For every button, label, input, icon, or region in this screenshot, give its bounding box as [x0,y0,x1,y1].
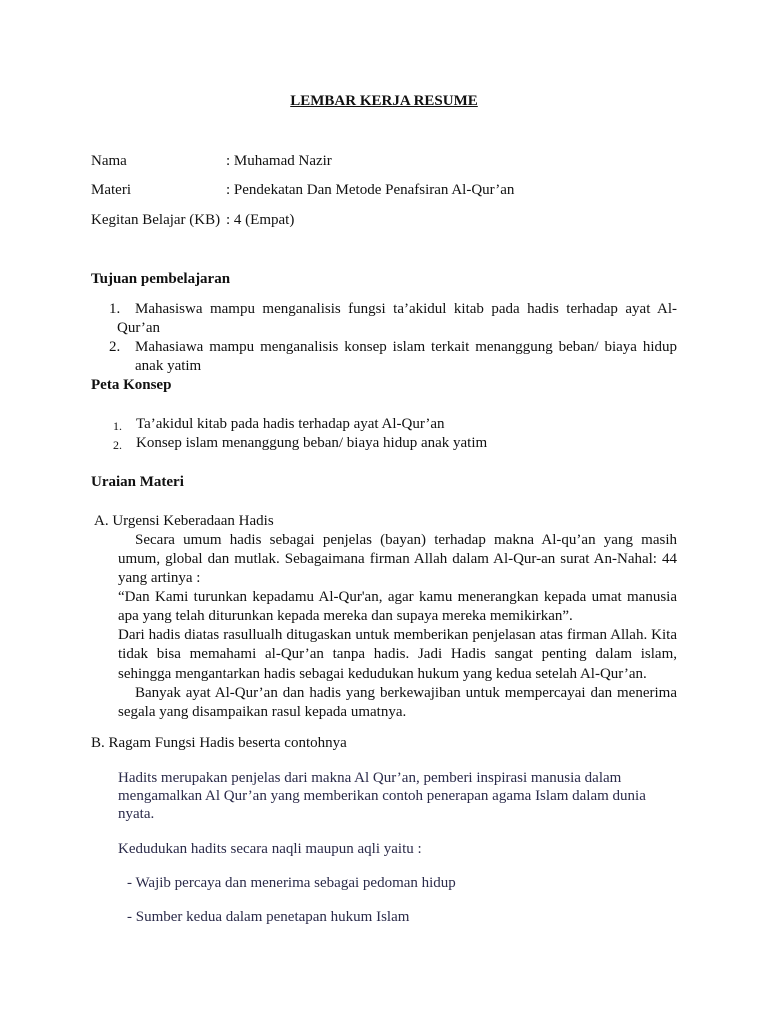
section-a-line-2: umum, global dan mutlak. Sebagaimana firman Allah dalam Al-Qur-an surat An-Nahal: 44 [118,551,677,567]
info-value-kb: : 4 (Empat) [226,212,295,228]
info-label-kb: Kegitan Belajar (KB) [91,212,221,228]
section-a-line-3: yang artinya : [118,570,201,586]
tujuan-item-2-line2: anak yatim [135,358,202,374]
section-b-para-line-1: Hadits merupakan penjelas dari makna Al Qur’an, pemberi inspirasi manusia dalam [118,770,622,786]
section-b-para-line-3: nyata. [118,806,155,822]
section-b-heading: B. Ragam Fungsi Hadis beserta contohnya [91,735,347,751]
section-b-para-line-2: mengamalkan Al Qur’an yang memberikan contoh penerapan agama Islam dalam dunia [118,788,646,804]
section-a-line-6: Dari hadis diatas rasullualh ditugaskan untuk memberikan penjelasan atas firman Allah. Kita [118,627,677,643]
tujuan-item-2-number: 2. [109,339,121,355]
section-b-bullet-2: - Sumber kedua dalam penetapan hukum Islam [127,909,410,925]
peta-item-1-text: Ta’akidul kitab pada hadis terhadap ayat Al-Qur’an [136,416,445,432]
section-a-line-1: Secara umum hadis sebagai penjelas (bayan) terhadap makna Al-qu’an yang masih [135,532,677,548]
info-value-nama: : Muhamad Nazir [226,153,332,169]
section-a-quote-line-1: “Dan Kami turunkan kepadamu Al-Qur'an, agar kamu menerangkan kepada umat manusia [118,589,677,605]
peta-item-2-number: 2. [113,438,122,452]
page-title: LEMBAR KERJA RESUME [290,93,478,109]
info-value-materi: : Pendekatan Dan Metode Penafsiran Al-Qur’an [226,182,515,198]
section-a-line-8: sehingga mengantarkan hadis sebagai kedudukan hukum yang kedua setelah Al-Qur’an. [118,666,647,682]
peta-item-2-text: Konsep islam menanggung beban/ biaya hidup anak yatim [136,435,488,451]
section-a-line-7: tidak bisa memahami al-Qur’an tanpa hadis. Jadi Hadis sangat penting dalam islam, [118,646,677,662]
section-b-kedudukan: Kedudukan hadits secara naqli maupun aqli yaitu : [118,841,422,857]
tujuan-item-1-number: 1. [109,301,121,317]
section-a-line-9: Banyak ayat Al-Qur’an dan hadis yang berkewajiban untuk mempercayai dan menerima [135,685,677,701]
tujuan-item-1-line1: Mahasiswa mampu menganalisis fungsi ta’akidul kitab pada hadis terhadap ayat Al- [135,301,677,317]
section-b-bullet-1: - Wajib percaya dan menerima sebagai pedoman hidup [127,875,456,891]
tujuan-item-1-line2: Qur’an [117,320,161,336]
peta-heading: Peta Konsep [91,377,172,393]
uraian-heading: Uraian Materi [91,474,184,490]
info-label-nama: Nama [91,153,127,169]
peta-item-1-number: 1. [113,419,122,433]
tujuan-heading: Tujuan pembelajaran [91,271,231,287]
info-label-materi: Materi [91,182,131,198]
tujuan-item-2-line1: Mahasiawa mampu menganalisis konsep islam terkait menanggung beban/ biaya hidup [135,339,677,355]
section-a-line-10: segala yang disampaikan rasul kepada umatnya. [118,704,407,720]
section-a-quote-line-2: apa yang telah diturunkan kepada mereka dan supaya mereka memikirkan”. [118,608,573,624]
section-a-heading: A. Urgensi Keberadaan Hadis [94,513,274,529]
